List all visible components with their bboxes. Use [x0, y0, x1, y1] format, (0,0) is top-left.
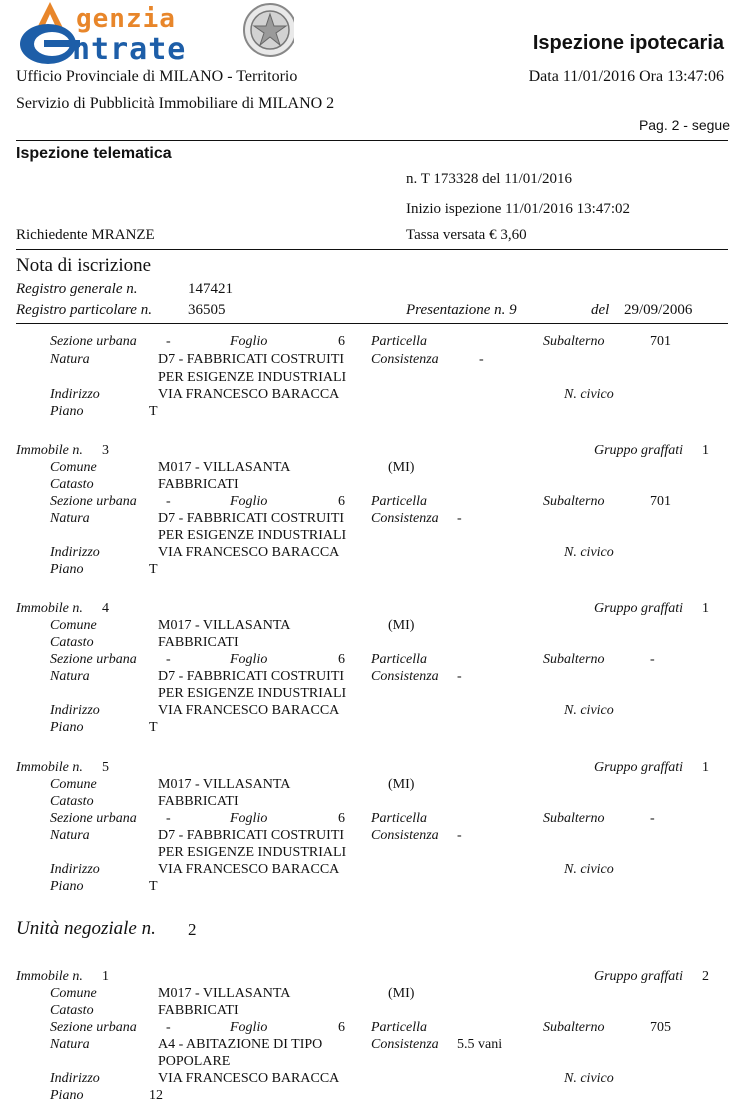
- requester: Richiedente MRANZE: [16, 227, 155, 243]
- field-label: Natura: [50, 669, 90, 684]
- del-value: 29/09/2006: [624, 302, 693, 318]
- field-label: Comune: [50, 460, 97, 475]
- field-label: Piano: [50, 1088, 84, 1103]
- provincia-value: (MI): [388, 460, 415, 475]
- service-name: Servizio di Pubblicità Immobiliare di MILANO 2: [16, 95, 335, 112]
- comune-value: M017 - VILLASANTA: [158, 777, 291, 792]
- subalterno-value: 705: [650, 1020, 671, 1035]
- subalterno-value: -: [650, 811, 655, 826]
- foglio-value: 6: [338, 811, 345, 826]
- indirizzo-value: VIA FRANCESCO BARACCA: [158, 545, 340, 560]
- gruppo-label: Gruppo graffati: [594, 760, 684, 775]
- indirizzo-value: VIA FRANCESCO BARACCA: [158, 703, 340, 718]
- field-label: N. civico: [564, 545, 614, 560]
- immobile-label: Immobile n.: [16, 760, 83, 775]
- catasto-value: FABBRICATI: [158, 1003, 239, 1018]
- gruppo-value: 1: [702, 760, 709, 775]
- field-label: N. civico: [564, 862, 614, 877]
- piano-value: T: [149, 562, 158, 577]
- indirizzo-value: VIA FRANCESCO BARACCA: [158, 862, 340, 877]
- reg-gen-label: Registro generale n.: [16, 281, 138, 297]
- comune-value: M017 - VILLASANTA: [158, 986, 291, 1001]
- logo-text-bottom: ntrate: [72, 32, 187, 67]
- office-name: Ufficio Provinciale di MILANO - Territorio: [16, 68, 298, 85]
- comune-value: M017 - VILLASANTA: [158, 618, 291, 633]
- foglio-value: 6: [338, 494, 345, 509]
- unita-negoziale-number: 2: [188, 920, 197, 939]
- inspection-number: n. T 173328 del 11/01/2016: [406, 171, 572, 187]
- catasto-value: FABBRICATI: [158, 794, 239, 809]
- natura-value-cont: PER ESIGENZE INDUSTRIALI: [158, 686, 347, 701]
- comune-value: M017 - VILLASANTA: [158, 460, 291, 475]
- foglio-value: 6: [338, 652, 345, 667]
- subalterno-value: 701: [650, 494, 671, 509]
- field-label: Indirizzo: [50, 545, 100, 560]
- sezione-value: -: [166, 1020, 171, 1035]
- field-label: Piano: [50, 720, 84, 735]
- inspection-start: Inizio ispezione 11/01/2016 13:47:02: [406, 201, 630, 217]
- piano-value: 12: [149, 1088, 163, 1103]
- field-value: -: [479, 352, 484, 367]
- field-value: VIA FRANCESCO BARACCA: [158, 387, 340, 402]
- natura-value-cont: PER ESIGENZE INDUSTRIALI: [158, 845, 347, 860]
- subalterno-value: -: [650, 652, 655, 667]
- natura-value: D7 - FABBRICATI COSTRUITI: [158, 511, 345, 526]
- field-label: Subalterno: [543, 334, 605, 349]
- field-label: Sezione urbana: [50, 494, 137, 509]
- field-label: Subalterno: [543, 652, 605, 667]
- natura-value: D7 - FABBRICATI COSTRUITI: [158, 828, 345, 843]
- field-value: PER ESIGENZE INDUSTRIALI: [158, 370, 347, 385]
- nota-divider: [16, 323, 728, 324]
- field-label: Indirizzo: [50, 862, 100, 877]
- field-value: T: [149, 404, 158, 419]
- del-label: del: [591, 302, 610, 318]
- immobile-number: 1: [102, 969, 109, 984]
- field-label: Indirizzo: [50, 703, 100, 718]
- field-label: Foglio: [230, 1020, 268, 1035]
- field-label: Comune: [50, 777, 97, 792]
- field-label: Piano: [50, 562, 84, 577]
- consistenza-value: -: [457, 511, 462, 526]
- field-label: Particella: [371, 811, 427, 826]
- field-label: Comune: [50, 618, 97, 633]
- immobile-number: 5: [102, 760, 109, 775]
- field-label: Consistenza: [371, 1037, 439, 1052]
- foglio-value: 6: [338, 1020, 345, 1035]
- field-label: Indirizzo: [50, 1071, 100, 1086]
- immobile-number: 4: [102, 601, 109, 616]
- field-label: Consistenza: [371, 669, 439, 684]
- field-label: Catasto: [50, 794, 94, 809]
- reg-part-value: 36505: [188, 302, 226, 318]
- consistenza-value: 5.5 vani: [457, 1037, 503, 1052]
- gruppo-label: Gruppo graffati: [594, 969, 684, 984]
- sezione-value: -: [166, 494, 171, 509]
- field-label: Catasto: [50, 635, 94, 650]
- provincia-value: (MI): [388, 986, 415, 1001]
- field-label: Piano: [50, 404, 84, 419]
- consistenza-value: -: [457, 828, 462, 843]
- date-time: Data 11/01/2016 Ora 13:47:06: [528, 68, 724, 85]
- agency-logo: [14, 0, 294, 66]
- catasto-value: FABBRICATI: [158, 477, 239, 492]
- reg-gen-value: 147421: [188, 281, 233, 297]
- field-label: Subalterno: [543, 811, 605, 826]
- inspection-divider: [16, 249, 728, 250]
- field-label: Subalterno: [543, 1020, 605, 1035]
- gruppo-label: Gruppo graffati: [594, 601, 684, 616]
- field-label: Particella: [371, 494, 427, 509]
- catasto-value: FABBRICATI: [158, 635, 239, 650]
- provincia-value: (MI): [388, 777, 415, 792]
- field-value: D7 - FABBRICATI COSTRUITI: [158, 352, 345, 367]
- field-label: Subalterno: [543, 494, 605, 509]
- logo-text-top: genzia: [76, 4, 176, 34]
- field-value: -: [166, 334, 171, 349]
- field-label: Particella: [371, 652, 427, 667]
- field-label: Natura: [50, 1037, 90, 1052]
- natura-value: D7 - FABBRICATI COSTRUITI: [158, 669, 345, 684]
- piano-value: T: [149, 720, 158, 735]
- field-label: Foglio: [230, 334, 268, 349]
- indirizzo-value: VIA FRANCESCO BARACCA: [158, 1071, 340, 1086]
- sezione-value: -: [166, 811, 171, 826]
- natura-value: A4 - ABITAZIONE DI TIPO: [158, 1037, 323, 1052]
- field-label: Natura: [50, 828, 90, 843]
- field-label: Catasto: [50, 1003, 94, 1018]
- immobile-label: Immobile n.: [16, 443, 83, 458]
- field-label: Foglio: [230, 652, 268, 667]
- provincia-value: (MI): [388, 618, 415, 633]
- field-label: N. civico: [564, 1071, 614, 1086]
- piano-value: T: [149, 879, 158, 894]
- field-label: Consistenza: [371, 352, 439, 367]
- consistenza-value: -: [457, 669, 462, 684]
- field-label: Catasto: [50, 477, 94, 492]
- field-value: 701: [650, 334, 671, 349]
- nota-title: Nota di iscrizione: [16, 255, 152, 276]
- field-value: 6: [338, 334, 345, 349]
- reg-part-label: Registro particolare n.: [16, 302, 152, 318]
- immobile-block-continued: [0, 334, 750, 424]
- document-title: Ispezione ipotecaria: [532, 32, 724, 54]
- natura-value-cont: PER ESIGENZE INDUSTRIALI: [158, 528, 347, 543]
- immobile-label: Immobile n.: [16, 969, 83, 984]
- field-label: N. civico: [564, 387, 614, 402]
- field-label: Foglio: [230, 494, 268, 509]
- presentazione: Presentazione n. 9: [406, 302, 517, 318]
- field-label: Natura: [50, 352, 90, 367]
- field-label: Consistenza: [371, 511, 439, 526]
- sezione-value: -: [166, 652, 171, 667]
- unita-negoziale-label: Unità negoziale n.: [16, 918, 156, 939]
- natura-value-cont: POPOLARE: [158, 1054, 231, 1069]
- gruppo-label: Gruppo graffati: [594, 443, 684, 458]
- header-divider: [16, 140, 728, 141]
- gruppo-value: 1: [702, 443, 709, 458]
- field-label: Natura: [50, 511, 90, 526]
- field-label: Foglio: [230, 811, 268, 826]
- page-indicator: Pag. 2 - segue: [638, 117, 730, 133]
- field-label: Sezione urbana: [50, 1020, 137, 1035]
- gruppo-value: 1: [702, 601, 709, 616]
- field-label: N. civico: [564, 703, 614, 718]
- field-label: Sezione urbana: [50, 334, 137, 349]
- field-label: Sezione urbana: [50, 811, 137, 826]
- immobile-label: Immobile n.: [16, 601, 83, 616]
- fee-paid: Tassa versata € 3,60: [406, 227, 527, 243]
- field-label: Consistenza: [371, 828, 439, 843]
- inspection-title: Ispezione telematica: [16, 145, 172, 162]
- field-label: Sezione urbana: [50, 652, 137, 667]
- field-label: Particella: [371, 1020, 427, 1035]
- field-label: Particella: [371, 334, 427, 349]
- field-label: Comune: [50, 986, 97, 1001]
- immobile-number: 3: [102, 443, 109, 458]
- gruppo-value: 2: [702, 969, 709, 984]
- field-label: Piano: [50, 879, 84, 894]
- field-label: Indirizzo: [50, 387, 100, 402]
